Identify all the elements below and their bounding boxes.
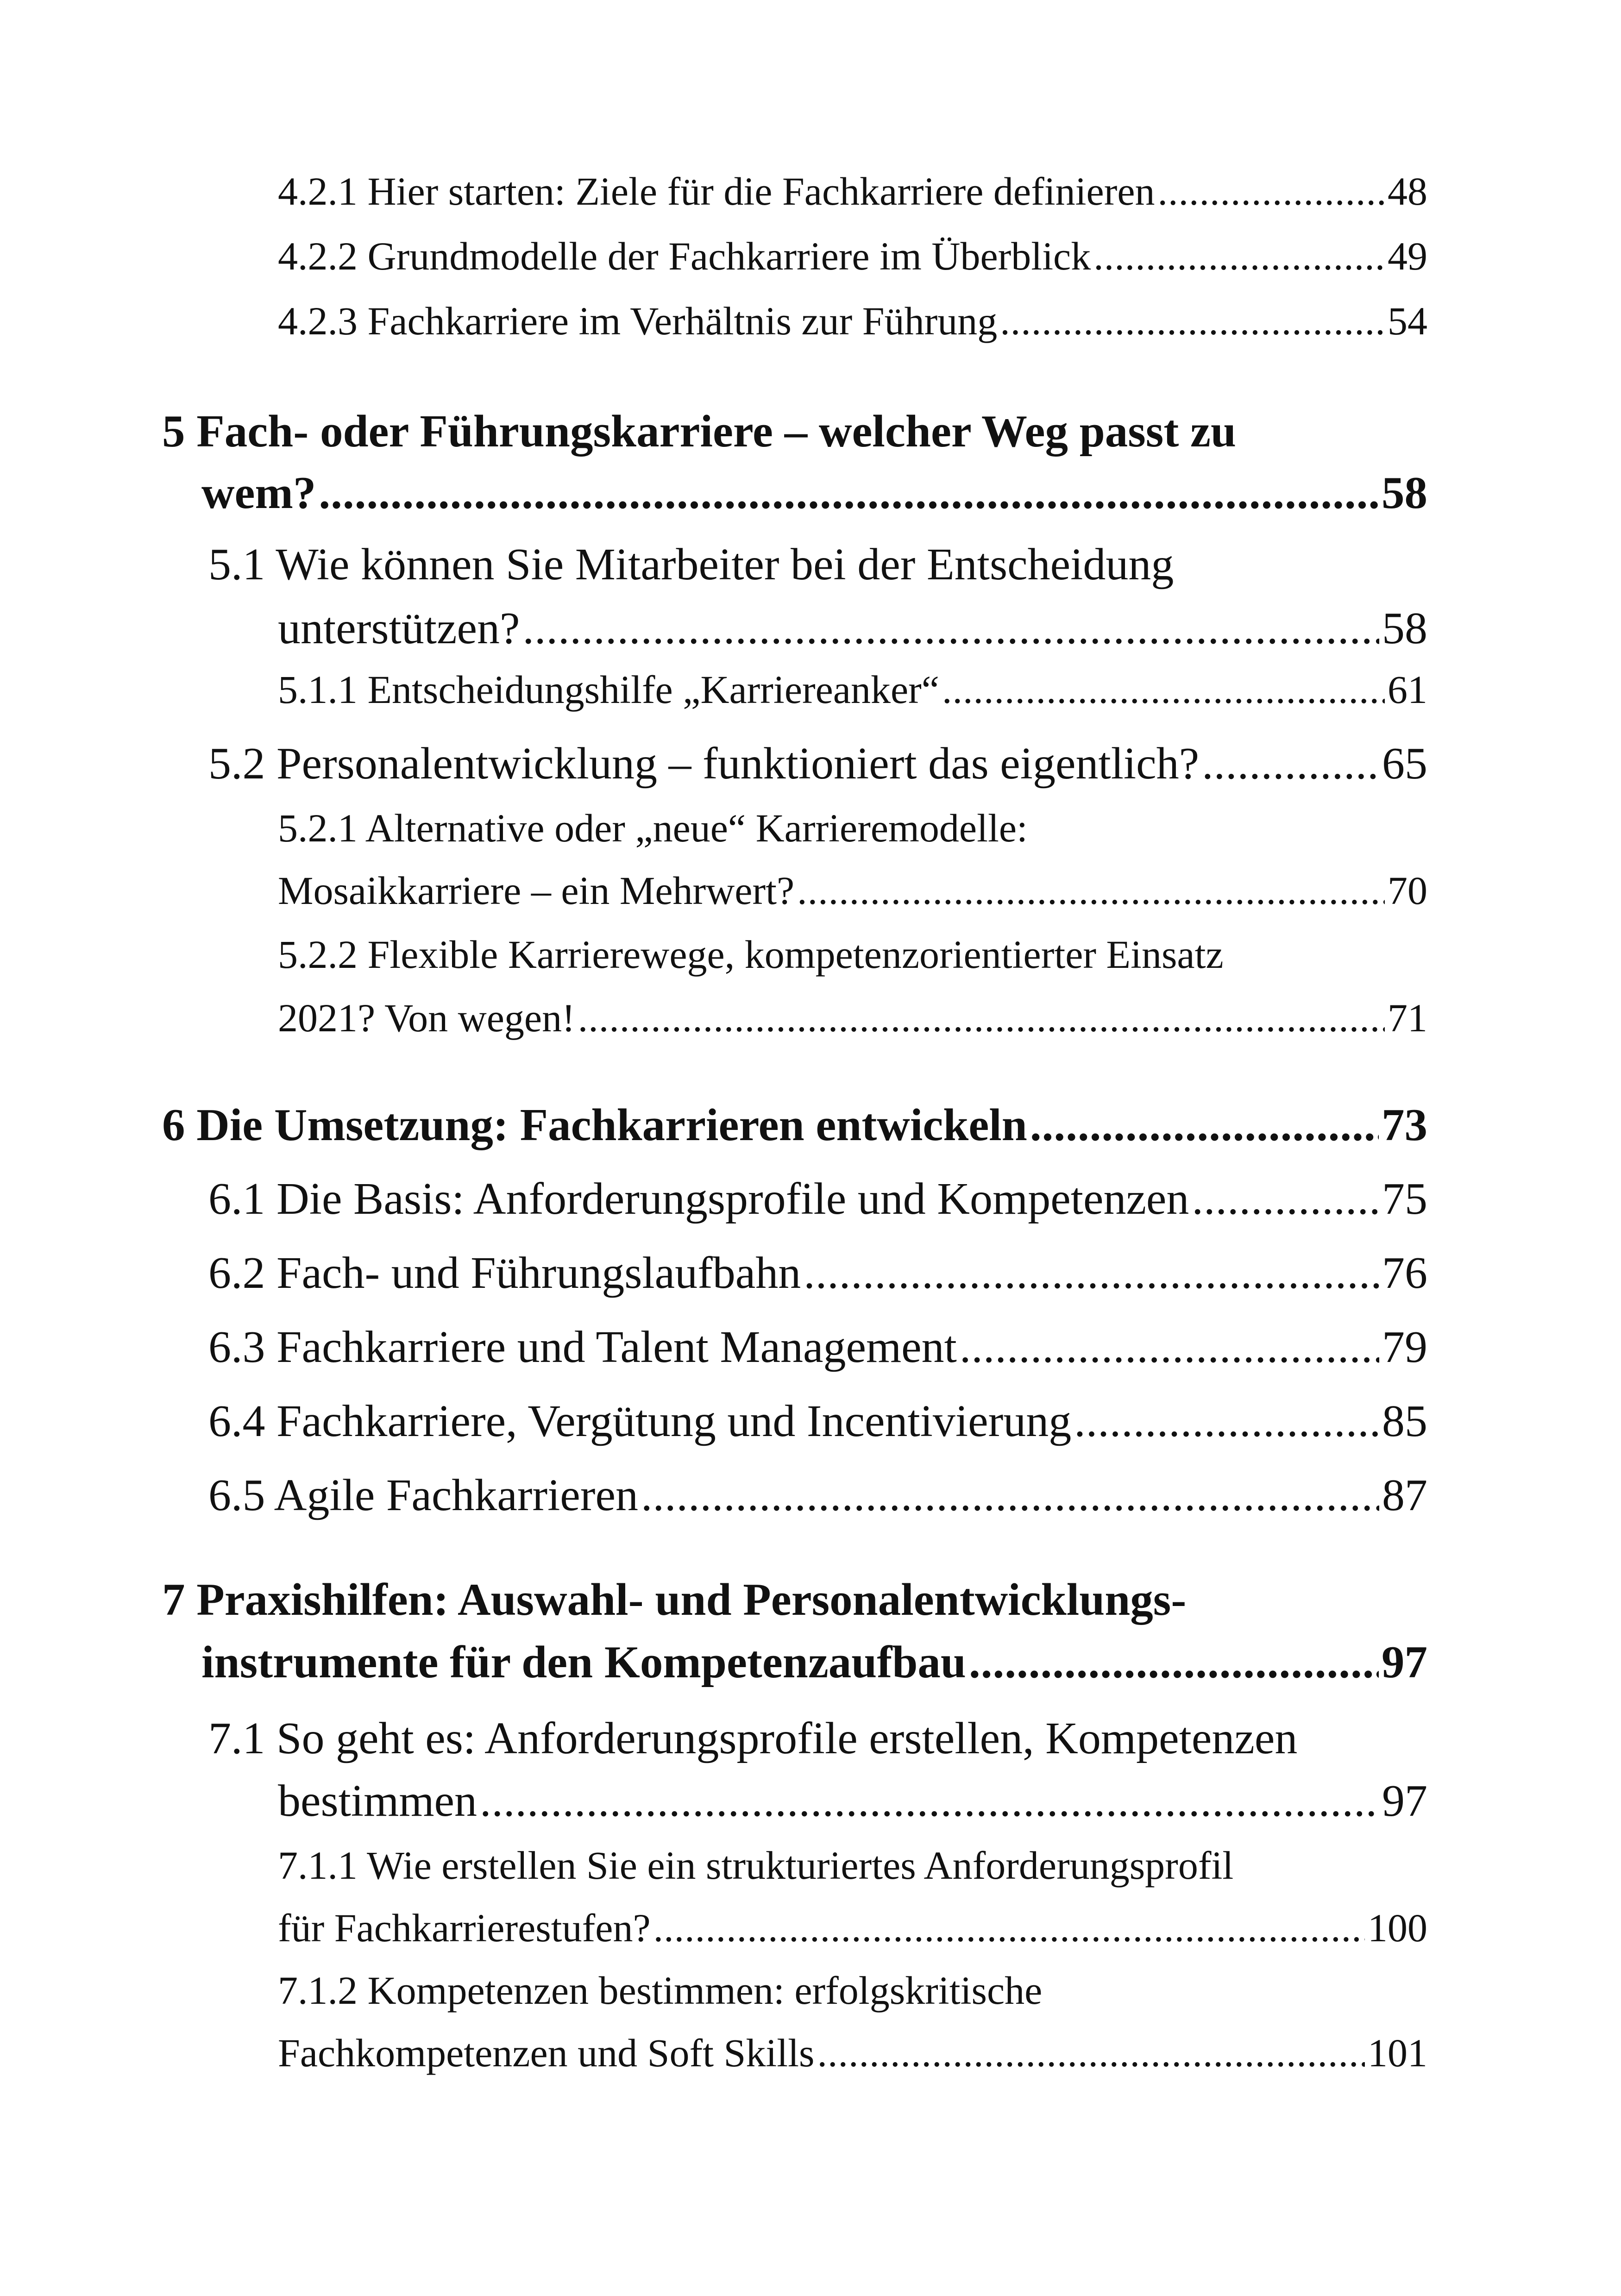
toc-entry[interactable]	[278, 998, 1427, 1038]
dot-leader	[1093, 236, 1385, 276]
toc-chapter-entry[interactable]	[162, 1102, 1427, 1148]
dot-leader	[1030, 1102, 1379, 1148]
toc-entry-title: 5.2 Personalentwicklung – funktioniert das eigentlich?	[208, 739, 1200, 789]
toc-section-title-line1: 7.1 So geht es: Anforderungsprofile erstellen, Kompetenzen	[208, 1713, 1298, 1763]
toc-page-number: 48	[1388, 169, 1427, 213]
dot-leader	[578, 998, 1385, 1038]
toc-entry-title: 6.1 Die Basis: Anforderungsprofile und Kompetenzen	[208, 1174, 1189, 1224]
toc-entry-title: wem?	[201, 468, 316, 518]
toc-entry-title: 4.2.1 Hier starten: Ziele für die Fachkarriere definieren	[278, 169, 1155, 213]
dot-leader	[653, 1908, 1365, 1948]
dot-leader	[942, 670, 1385, 709]
toc-chapter-title-line1: 7 Praxishilfen: Auswahl- und Personalentwicklungs-	[162, 1575, 1187, 1625]
dot-leader	[522, 606, 1379, 651]
toc-entry[interactable]	[278, 603, 1427, 653]
toc-page-number: 54	[1388, 299, 1427, 343]
toc-page-number: 65	[1382, 739, 1427, 789]
dot-leader	[1158, 171, 1385, 211]
toc-entry[interactable]	[278, 667, 1427, 712]
toc-entry[interactable]	[208, 739, 1427, 789]
toc-entry-title: 2021? Von wegen!	[278, 996, 575, 1040]
toc-entry-title: 6.2 Fach- und Führungslaufbahn	[208, 1248, 801, 1298]
dot-leader	[804, 1250, 1379, 1296]
toc-entry[interactable]	[278, 1908, 1427, 1948]
toc-entry-title: 6.3 Fachkarriere und Talent Management	[208, 1322, 957, 1372]
toc-page-number: 100	[1368, 1906, 1427, 1950]
toc-entry[interactable]	[208, 1396, 1427, 1446]
toc-page-number: 87	[1382, 1470, 1427, 1520]
dot-leader	[1192, 1176, 1379, 1222]
toc-page-number: 73	[1382, 1100, 1427, 1150]
toc-page-number: 71	[1388, 996, 1427, 1040]
dot-leader	[480, 1778, 1379, 1824]
toc-page-number: 97	[1382, 1776, 1427, 1826]
toc-subsection-title-line1: 5.2.2 Flexible Karrierewege, kompetenzorientierter Einsatz	[278, 932, 1224, 977]
dot-leader	[1074, 1399, 1379, 1444]
toc-subsection-title-line1: 5.2.1 Alternative oder „neue“ Karrieremodelle:	[278, 806, 1028, 850]
toc-entry-title: 6.4 Fachkarriere, Vergütung und Incentivierung	[208, 1396, 1072, 1446]
toc-entry[interactable]	[278, 868, 1427, 913]
toc-chapter-entry[interactable]	[201, 1639, 1427, 1685]
toc-entry[interactable]	[278, 236, 1427, 276]
toc-entry[interactable]	[208, 1250, 1427, 1296]
toc-entry[interactable]	[208, 1470, 1427, 1520]
toc-subsection-title-line1: 7.1.1 Wie erstellen Sie ein strukturiertes Anforderungsprofil	[278, 1843, 1234, 1888]
toc-page-number: 70	[1388, 868, 1427, 913]
toc-entry-title: instrumente für den Kompetenzaufbau	[201, 1637, 966, 1687]
toc-entry[interactable]	[278, 301, 1427, 341]
toc-chapter-entry[interactable]	[201, 470, 1427, 516]
toc-page-number: 97	[1382, 1637, 1427, 1687]
toc-page-number: 49	[1388, 234, 1427, 278]
toc-entry-title: bestimmen	[278, 1776, 478, 1826]
toc-entry[interactable]	[278, 1778, 1427, 1824]
toc-page-number: 79	[1382, 1322, 1427, 1372]
toc-entry-title: unterstützen?	[278, 603, 520, 653]
dot-leader	[319, 470, 1379, 516]
toc-page-number: 58	[1382, 468, 1427, 518]
toc-page-number: 85	[1382, 1396, 1427, 1446]
toc-page-number: 75	[1382, 1174, 1427, 1224]
dot-leader	[641, 1473, 1379, 1518]
toc-entry-title: 6 Die Umsetzung: Fachkarrieren entwickeln	[162, 1100, 1027, 1150]
toc-page-number: 76	[1382, 1248, 1427, 1298]
dot-leader	[960, 1324, 1379, 1370]
dot-leader	[817, 2033, 1365, 2073]
toc-chapter-title-line1: 5 Fach- oder Führungskarriere – welcher Weg passt zu	[162, 406, 1237, 457]
toc-entry-title: 4.2.3 Fachkarriere im Verhältnis zur Führung	[278, 299, 998, 343]
dot-leader	[1000, 301, 1385, 341]
dot-leader	[1202, 741, 1379, 786]
toc-section-title-line1: 5.1 Wie können Sie Mitarbeiter bei der Entscheidung	[208, 539, 1174, 590]
toc-entry-title: 4.2.2 Grundmodelle der Fachkarriere im Überblick	[278, 234, 1091, 278]
toc-entry-title: Mosaikkarriere – ein Mehrwert?	[278, 868, 795, 913]
toc-entry-title: 5.1.1 Entscheidungshilfe „Karriereanker“	[278, 667, 939, 712]
dot-leader	[969, 1639, 1379, 1685]
toc-entry[interactable]	[208, 1176, 1427, 1222]
toc-subsection-title-line1: 7.1.2 Kompetenzen bestimmen: erfolgskritische	[278, 1968, 1043, 2013]
toc-entry-title: Fachkompetenzen und Soft Skills	[278, 2031, 815, 2075]
toc-page-number: 58	[1382, 603, 1427, 653]
dot-leader	[797, 871, 1385, 910]
toc-entry[interactable]	[278, 171, 1427, 211]
toc-entry[interactable]	[278, 2033, 1427, 2073]
toc-entry-title: für Fachkarrierestufen?	[278, 1906, 651, 1950]
toc-entry[interactable]	[208, 1324, 1427, 1370]
toc-page-number: 61	[1388, 667, 1427, 712]
toc-entry-title: 6.5 Agile Fachkarrieren	[208, 1470, 638, 1520]
toc-page-number: 101	[1368, 2031, 1427, 2075]
